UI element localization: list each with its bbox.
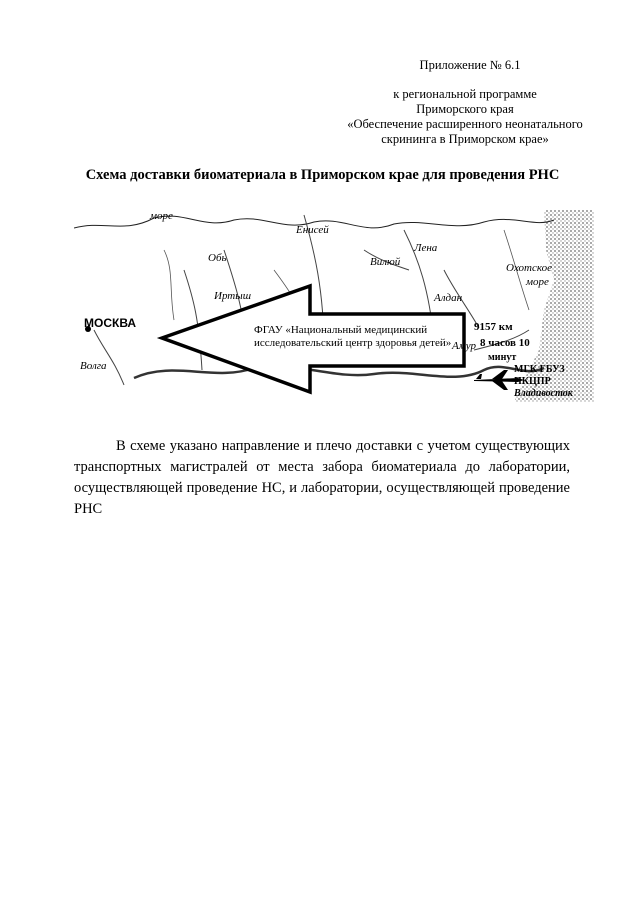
distance-label: 9157 км [474, 321, 513, 333]
river-label: Обь [208, 252, 227, 264]
delivery-map [74, 210, 594, 402]
appendix-header [330, 58, 600, 147]
body-paragraph: В схеме указано направление и плечо доставки с учетом существующих транспортных магистралей от места забора биоматериала до лаборатории, осуществляющей проведение НС, и лаборатории, осуществляющей проведение РНС [74, 438, 570, 517]
document-title: Схема доставки биоматериала в Приморском крае для проведения РНС [85, 167, 560, 183]
river-label: Алдан [434, 292, 463, 304]
river-label: Енисей [296, 224, 329, 236]
duration-minutes-label: минут [488, 352, 517, 363]
river-label: Лена [414, 242, 438, 254]
okhotsk-sea-label: Охотское [506, 262, 552, 274]
appendix-line: Приморского края [416, 102, 514, 116]
appendix-line: скрининга в Приморском крае» [381, 132, 549, 146]
sea-label: море [526, 276, 549, 288]
sea-label: море [150, 210, 173, 222]
river-label: Иртыш [214, 290, 251, 302]
river-label: Амур [452, 340, 476, 352]
river-line [94, 330, 124, 385]
fgau-label: ФГАУ «Национальный медицинский исследовательский центр здоровья детей» [254, 324, 452, 349]
river-label: Вилюй [370, 256, 401, 268]
river-label: Волга [80, 360, 107, 372]
mgk-label: МГК ГБУЗ [514, 364, 565, 375]
river-line [184, 270, 202, 370]
river-line [164, 250, 174, 320]
pkpr-label: ПКЦПР [514, 376, 551, 387]
appendix-line: «Обеспечение расширенного неонатального [347, 117, 583, 131]
southern-border [134, 366, 544, 378]
duration-hours-label: 8 часов 10 [480, 337, 530, 349]
moscow-label: МОСКВА [84, 316, 137, 330]
vladivostok-label: Владивосток [514, 388, 573, 399]
appendix-number: Приложение № 6.1 [419, 58, 521, 72]
appendix-line: к региональной программе [393, 87, 537, 101]
